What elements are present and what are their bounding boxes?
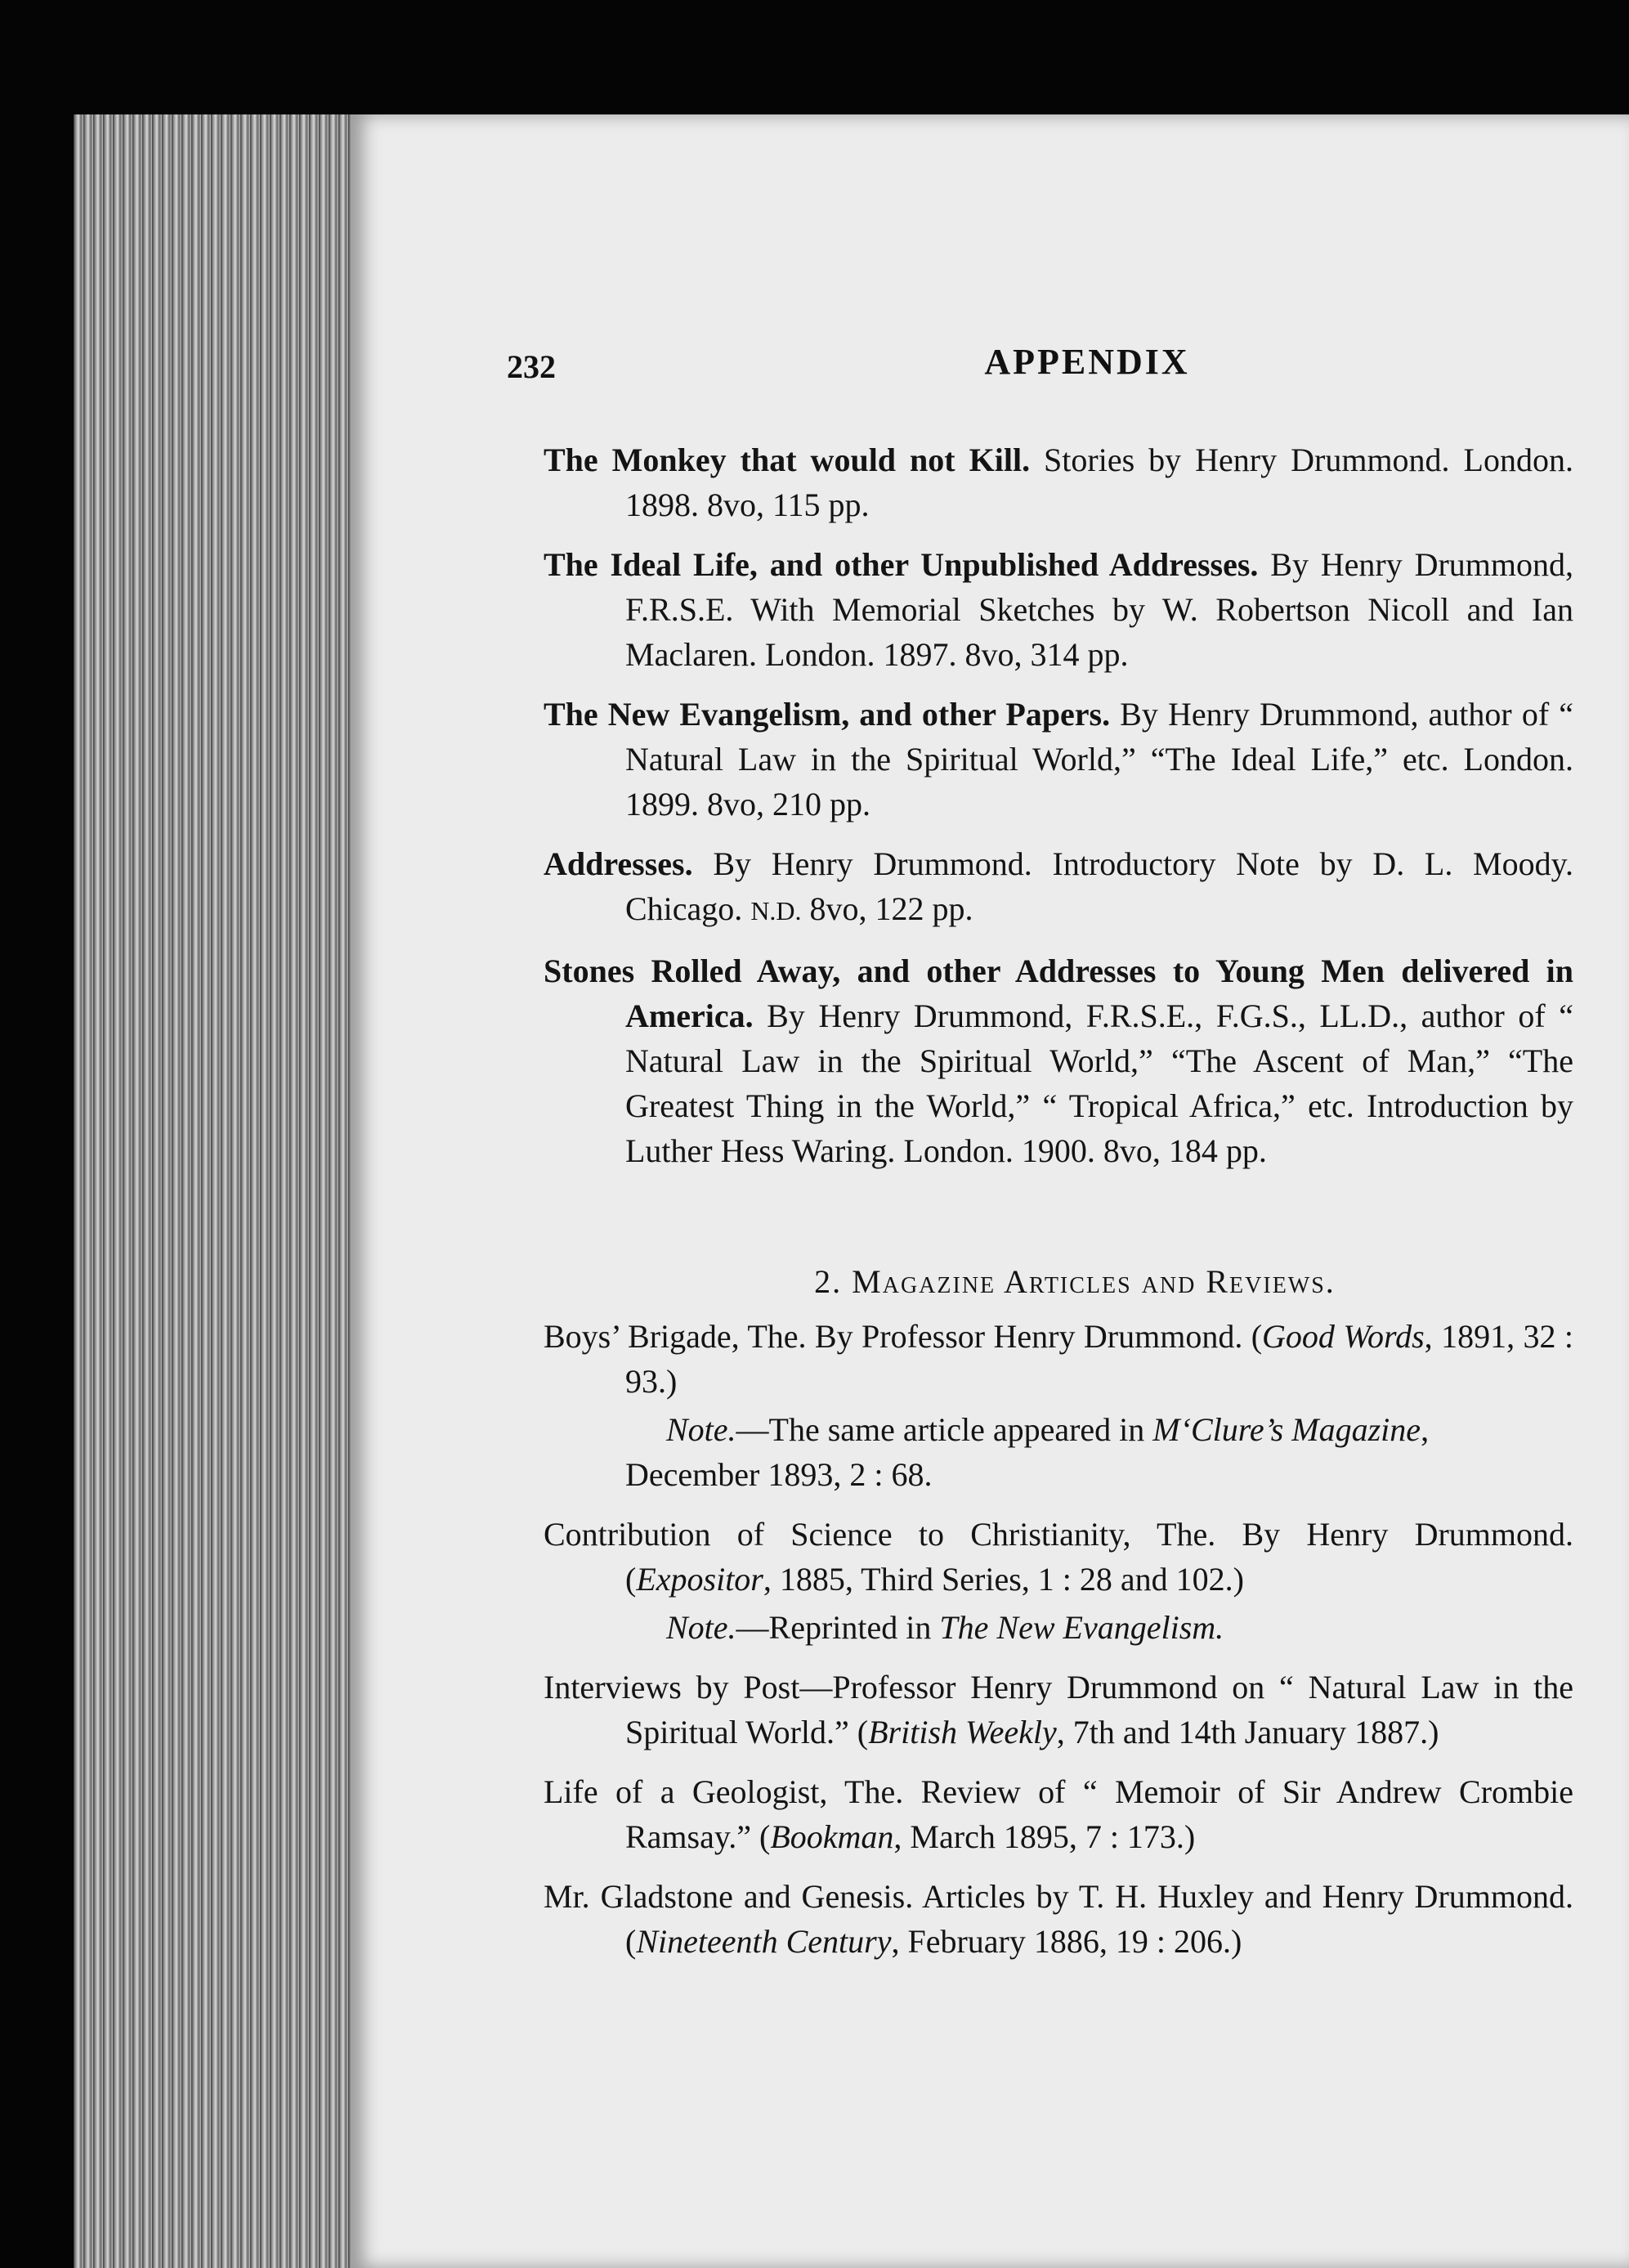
article-note-continued: December 1893, 2 : 68. [625,1456,933,1493]
article-entry [544,1769,1573,1859]
article-text: Life of a Geologist, The. Review of “ Memoir of Sir Andrew Crombie Ramsay.” ( [544,1773,1573,1855]
article-entry [544,1512,1573,1602]
article-text: Boys’ Brigade, The. By Professor Henry Drummond. ( [544,1318,1263,1355]
page-number: 232 [507,348,556,385]
book-page-edges [74,114,360,2268]
journal-name: British Weekly [868,1714,1057,1750]
book-page [351,114,1629,2268]
journal-name: Good Words [1262,1318,1425,1355]
bibliography-entry [544,948,1573,1173]
journal-name: Bookman [770,1818,894,1855]
article-citation: , March 1895, 7 : 173.) [893,1818,1196,1855]
journal-name: Nineteenth Century [636,1923,892,1960]
article-entry [544,1665,1573,1755]
article-note [544,1605,1573,1650]
section-heading: 2. Magazine Articles and Reviews. [814,1263,1336,1300]
article-citation: , 1891, 32 : 93.) [625,1318,1574,1400]
entry-details: By Henry Drummond, F.R.S.E. With Memorial Sketches by W. Robertson Nicoll and Ian Maclaren. London. 1897. 8vo, 314 pp. [625,546,1574,673]
bibliography-entry [544,542,1573,677]
bibliography-entry [544,692,1573,827]
note-label: Note. [666,1411,736,1448]
article-citation: , 1885, Third Series, 1 : 28 and 102.) [763,1561,1244,1598]
no-date-abbrev: N.D. [750,896,802,926]
entry-details: By Henry Drummond, F.R.S.E., F.G.S., LL.D., author of “ Natural Law in the Spiritual World,” “The Ascent of Man,” “The Greatest Thing in the World,” “ Tropical Africa,” etc. Introduction by Luther Hess Waring. London. 1900. 8vo, 184 pp. [625,997,1573,1169]
entry-title: Addresses. [544,845,693,882]
note-text-end: , [1421,1411,1430,1448]
article-note [544,1407,1573,1452]
body-text [544,437,1573,1979]
note-text: —Reprinted in [736,1609,940,1646]
entry-title: The Monkey that would not Kill. [544,441,1031,478]
note-label: Note. [666,1609,736,1646]
entry-details: By Henry Drummond, author of “ Natural Law in the Spiritual World,” “The Ideal Life,” etc. London. 1899. 8vo, 210 pp. [625,696,1573,822]
entry-details: By Henry Drummond. Introductory Note by D. L. Moody. Chicago. [625,845,1573,927]
journal-name: Expositor [636,1561,763,1598]
entry-title: The Ideal Life, and other Unpublished Addresses. [544,546,1259,583]
page-header [351,342,1629,397]
article-citation: , 7th and 14th January 1887.) [1056,1714,1439,1750]
article-citation: , February 1886, 19 : 206.) [891,1923,1242,1960]
note-journal: The New Evangelism. [939,1609,1224,1646]
article-text: Contribution of Science to Christianity, The. By Henry Drummond. ( [544,1516,1573,1598]
entry-details: Stories by Henry Drummond. London. 1898. 8vo, 115 pp. [625,441,1573,523]
article-text: Interviews by Post—Professor Henry Drummond on “ Natural Law in the Spiritual World.” ( [544,1669,1573,1750]
article-entry [544,1874,1573,1964]
bibliography-entry [544,841,1573,934]
entry-title: Stones Rolled Away, and other Addresses to Young Men delivered in America. [544,952,1573,1034]
note-journal: M‘Clure’s Magazine [1152,1411,1421,1448]
bibliography-entry [544,437,1573,527]
entry-title: The New Evangelism, and other Papers. [544,696,1111,733]
entry-details-tail: 8vo, 122 pp. [801,890,973,927]
article-entry [544,1314,1573,1404]
note-text: —The same article appeared in [736,1411,1153,1448]
article-text: Mr. Gladstone and Genesis. Articles by T. H. Huxley and Henry Drummond. ( [544,1878,1573,1960]
running-head: APPENDIX [984,342,1190,382]
